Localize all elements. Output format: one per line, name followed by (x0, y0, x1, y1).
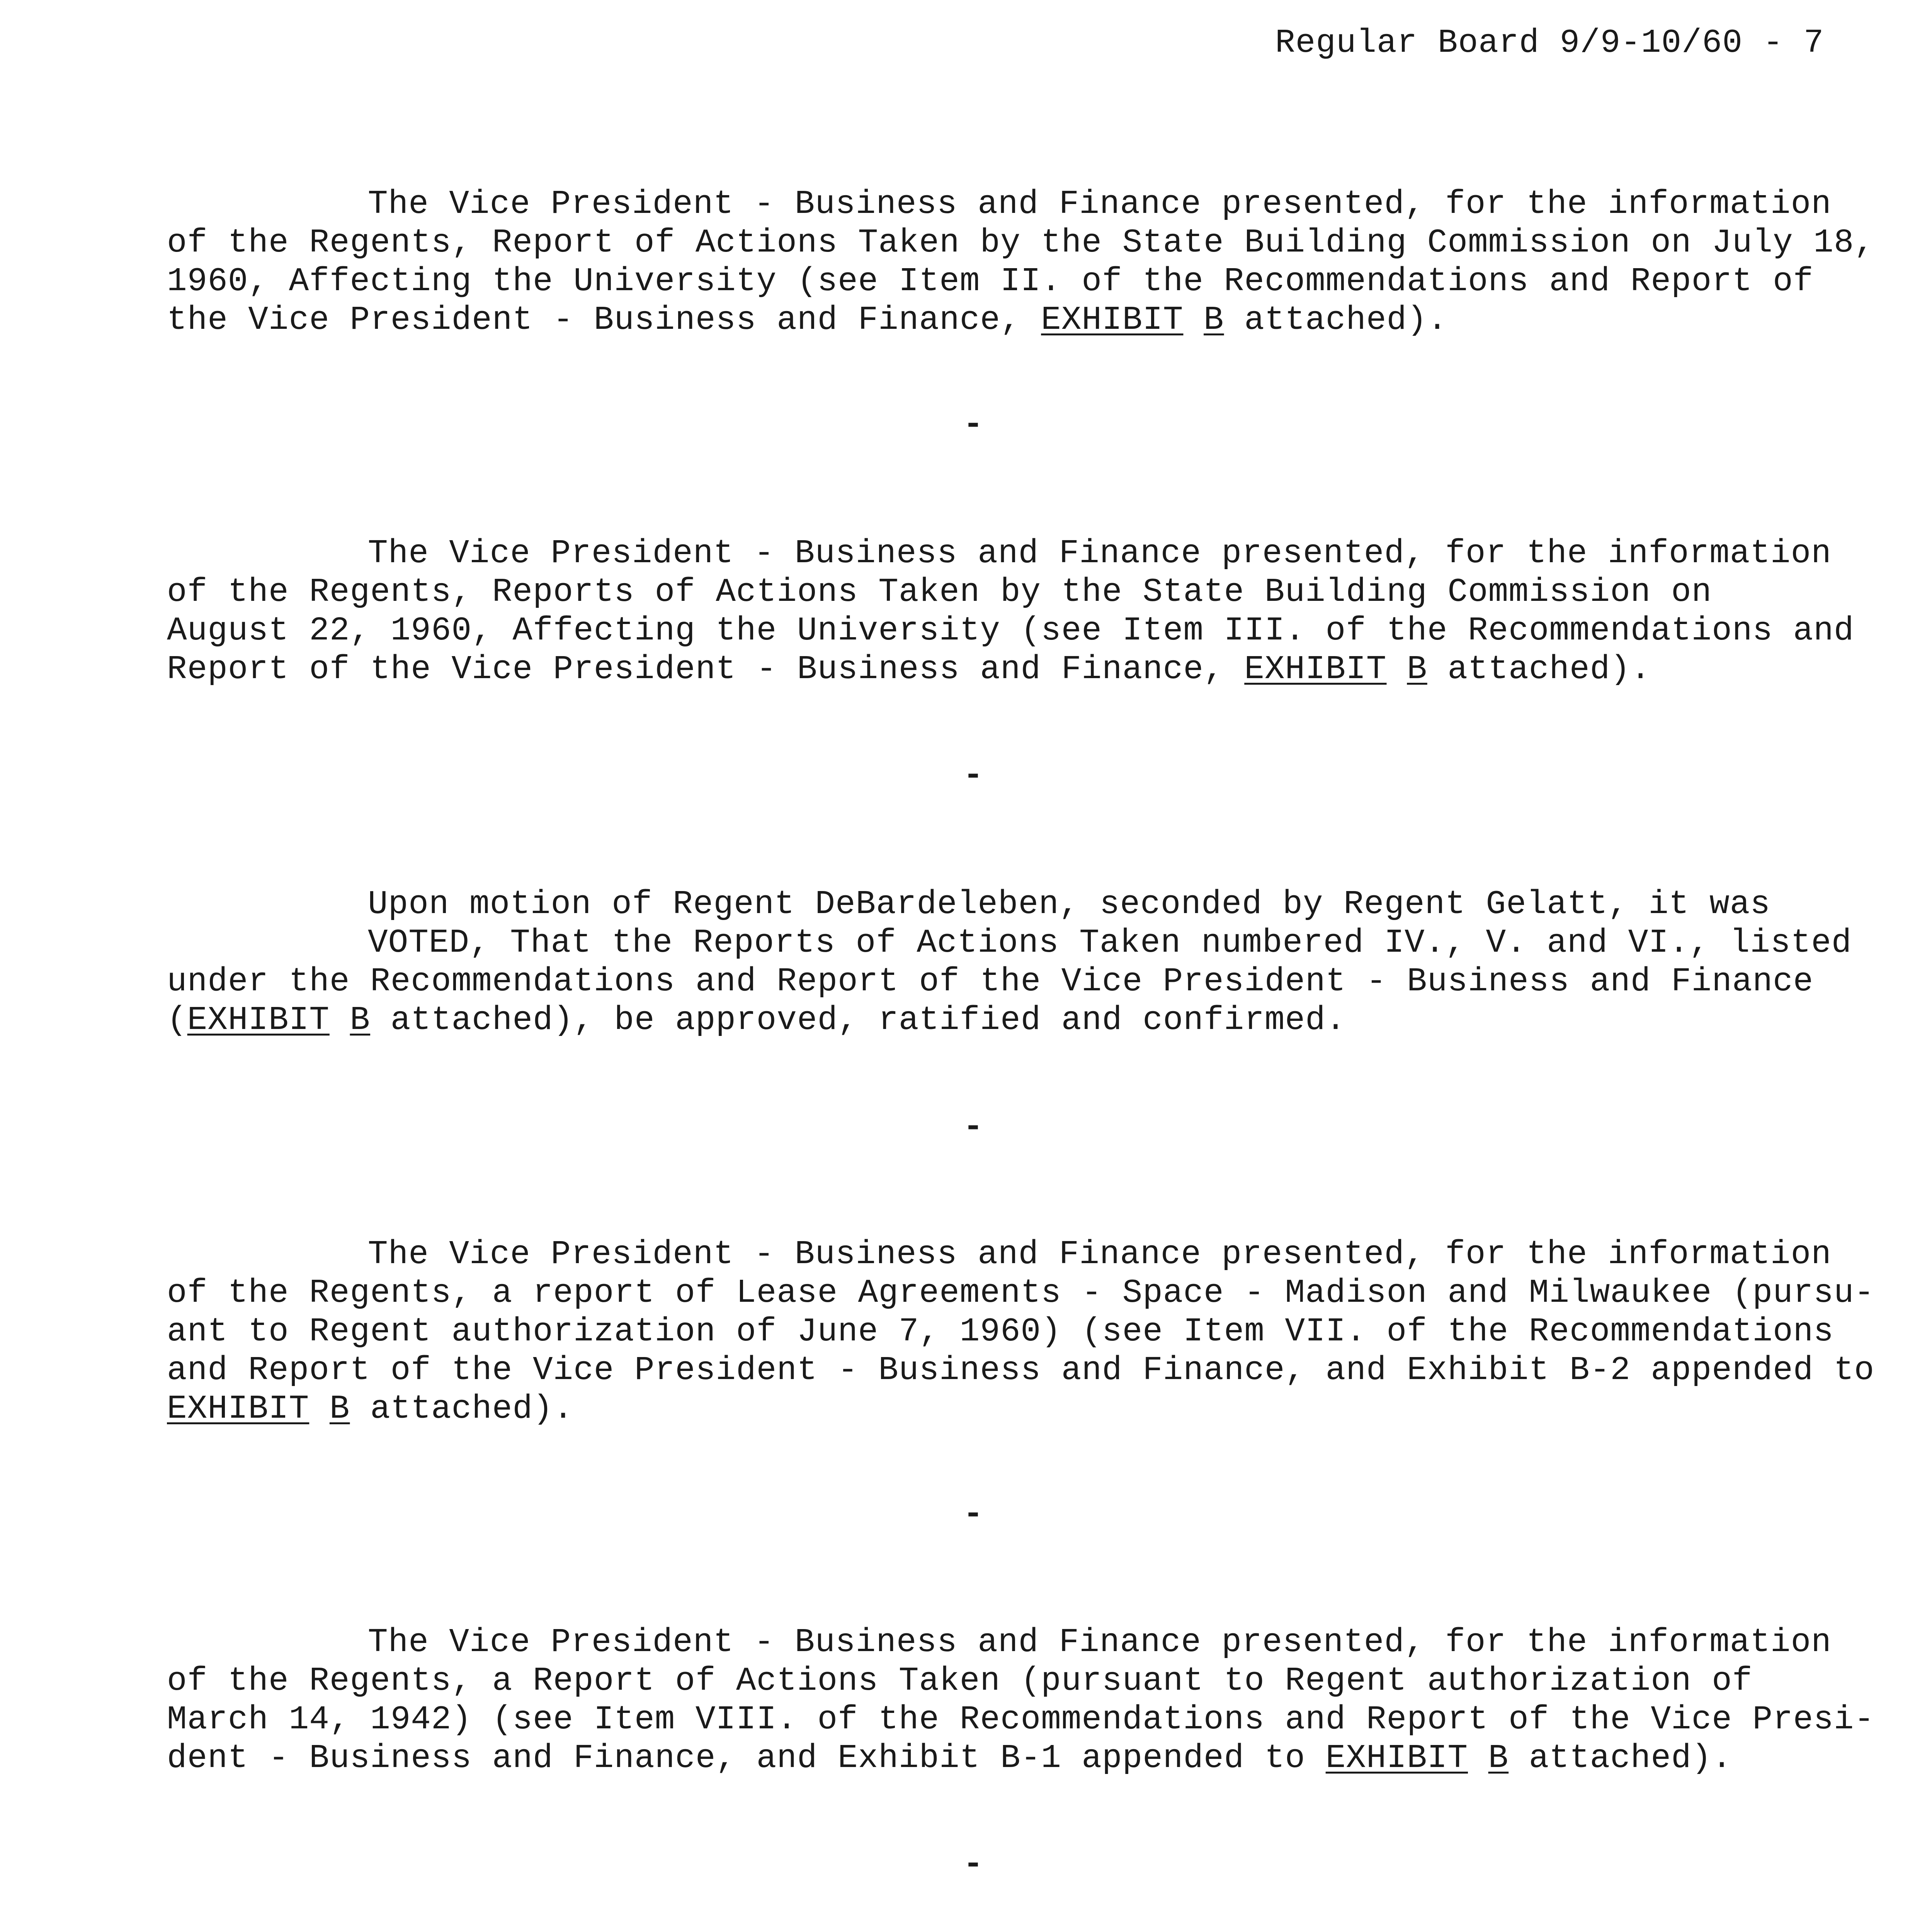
paragraph-line: under the Recommendations and Report of the Vice President - Business and Finance (167, 963, 1814, 1000)
text-run: attached). (1427, 650, 1651, 688)
exhibit-letter: B (329, 1390, 350, 1428)
section-separator: - (963, 406, 985, 444)
exhibit-reference: EXHIBIT (1325, 1739, 1468, 1777)
section-separator: - (963, 757, 985, 794)
exhibit-reference: EXHIBIT (167, 1390, 310, 1428)
paragraph-line: and Report of the Vice President - Business and Finance, and Exhibit B-2 appended to (167, 1351, 1875, 1389)
paragraph-5 (167, 1623, 1875, 1777)
paragraph-line (167, 650, 1813, 689)
exhibit-letter: B (350, 1001, 371, 1039)
paragraph-line: of the Regents, a report of Lease Agreements - Space - Madison and Milwaukee (pursu- (167, 1274, 1875, 1312)
paragraph-2 (167, 534, 1854, 689)
page-header: Regular Board 9/9-10/60 - 7 (1275, 24, 1824, 62)
text-run: the Vice President - Business and Finance, (167, 301, 1041, 339)
paragraph-line: The Vice President - Business and Finance presented, for the information (368, 534, 1832, 572)
text-run (1387, 650, 1407, 688)
paragraph-line: of the Regents, Reports of Actions Taken by the State Building Commission on (167, 573, 1712, 611)
text-run: attached), be approved, ratified and confirmed. (370, 1001, 1346, 1039)
text-run (1468, 1739, 1488, 1777)
paragraph-line (167, 1739, 1813, 1777)
paragraph-line: March 14, 1942) (see Item VIII. of the Recommendations and Report of the Vice Presi- (167, 1701, 1875, 1738)
text-run: Report of the Vice President - Business and Finance, (167, 650, 1245, 688)
paragraph-line: The Vice President - Business and Finance presented, for the information (368, 185, 1832, 223)
text-run: dent - Business and Finance, and Exhibit B-1 appended to (167, 1739, 1326, 1777)
exhibit-letter: B (1204, 301, 1224, 339)
paragraph-line: Upon motion of Regent DeBardeleben, seconded by Regent Gelatt, it was (368, 885, 1770, 923)
paragraph-line (167, 1001, 1813, 1039)
section-separator: - (963, 1108, 985, 1146)
paragraph-line: VOTED, That the Reports of Actions Taken numbered IV., V. and VI., listed (368, 924, 1852, 962)
exhibit-reference: EXHIBIT (1244, 650, 1387, 688)
exhibit-reference: EXHIBIT (1041, 301, 1184, 339)
paragraph-3 (167, 885, 1852, 1039)
exhibit-reference: EXHIBIT (187, 1001, 330, 1039)
paragraph-4 (167, 1235, 1875, 1428)
text-run: attached). (350, 1390, 574, 1428)
paragraph-line: of the Regents, a Report of Actions Taken (pursuant to Regent authorization of (167, 1662, 1753, 1700)
text-run: ( (167, 1001, 187, 1039)
text-run: attached). (1509, 1739, 1732, 1777)
paragraph-1 (167, 185, 1875, 339)
paragraph-line: August 22, 1960, Affecting the University (see Item III. of the Recommendations and (167, 612, 1854, 650)
text-run (330, 1001, 350, 1039)
paragraph-line (167, 1389, 1813, 1428)
text-run (309, 1390, 330, 1428)
paragraph-line: 1960, Affecting the University (see Item II. of the Recommendations and Report of (167, 262, 1814, 300)
paragraph-line: The Vice President - Business and Finance presented, for the information (368, 1235, 1832, 1273)
paragraph-line: The Vice President - Business and Finance presented, for the information (368, 1623, 1832, 1661)
exhibit-letter: B (1488, 1739, 1509, 1777)
exhibit-letter: B (1407, 650, 1427, 688)
paragraph-line (167, 301, 1813, 339)
section-separator: - (963, 1495, 985, 1533)
text-run: attached). (1224, 301, 1448, 339)
paragraph-line: ant to Regent authorization of June 7, 1960) (see Item VII. of the Recommendations (167, 1313, 1834, 1350)
text-run (1183, 301, 1204, 339)
section-separator: - (963, 1845, 985, 1883)
paragraph-line: of the Regents, Report of Actions Taken by the State Building Commission on July 18, (167, 224, 1875, 262)
